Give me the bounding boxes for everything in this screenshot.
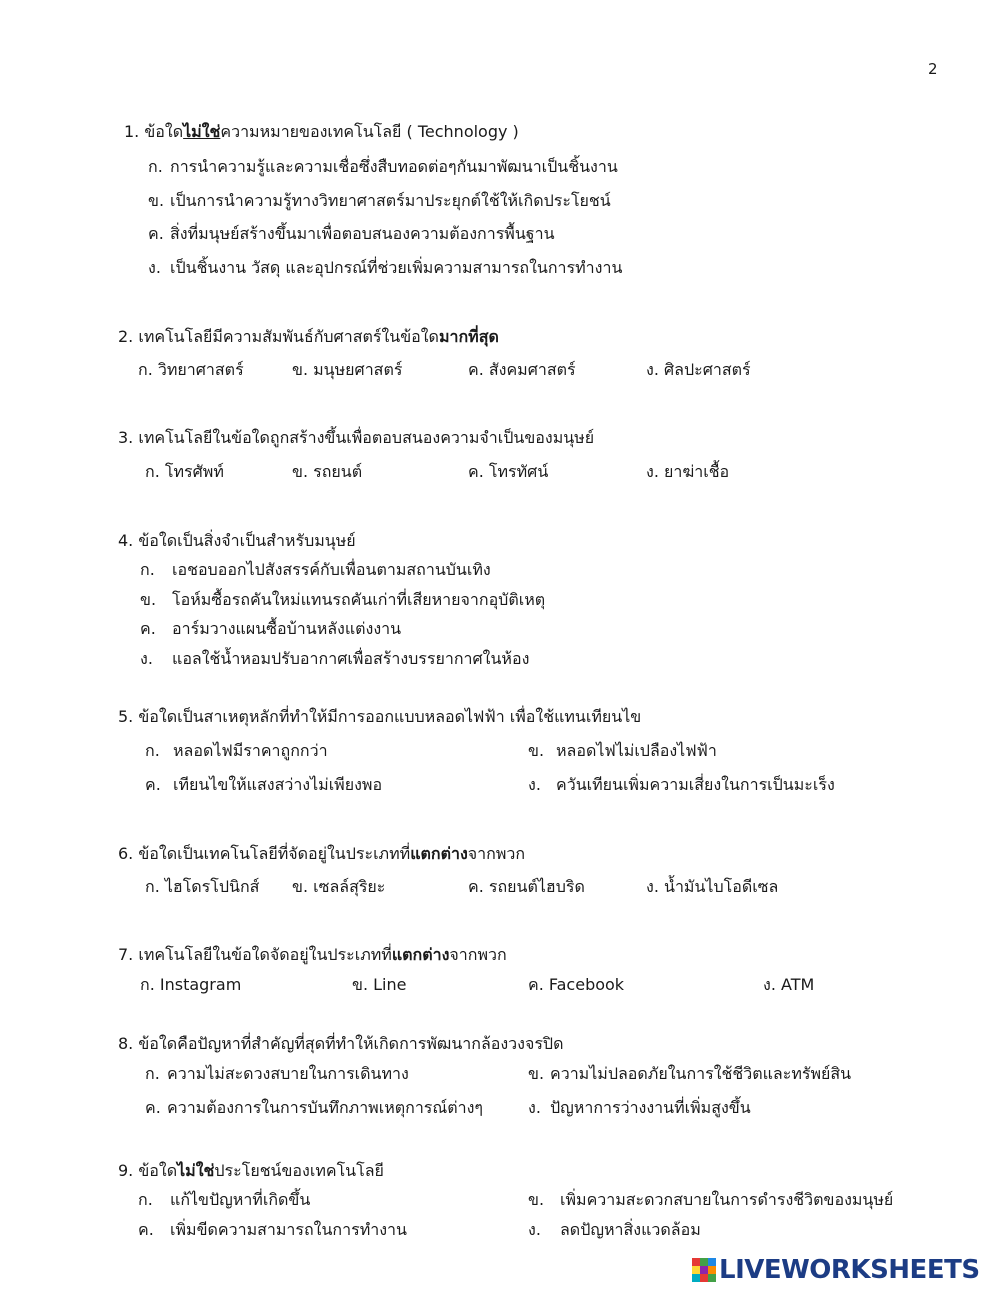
question-1-option-3[interactable]	[148, 222, 555, 246]
question-3-option-3[interactable]	[468, 460, 548, 484]
option-label: ค.	[528, 975, 544, 994]
question-7-option-4[interactable]	[763, 973, 814, 997]
question-stem: ข้อใดเป็นสาเหตุหลักที่ทำให้มีการออกแบบหลอดไฟฟ้า เพื่อใช้แทนเทียนไข	[138, 707, 642, 726]
question-6-option-4[interactable]	[646, 875, 778, 899]
logo-tile	[700, 1266, 708, 1274]
option-label: ก.	[145, 1064, 160, 1083]
question-9-option-1[interactable]	[138, 1188, 310, 1212]
option-text: หลอดไฟมีราคาถูกกว่า	[173, 741, 328, 760]
option-label: ค.	[148, 224, 164, 243]
question-stem: ข้อใดคือปัญหาที่สำคัญที่สุดที่ทำให้เกิดการพัฒนากล้องวงจรปิด	[138, 1034, 564, 1053]
option-text: โทรทัศน์	[488, 462, 549, 481]
option-text: ไฮโดรโปนิกส์	[164, 877, 260, 896]
question-6-option-1[interactable]	[145, 875, 259, 899]
option-text: โอห์มซื้อรถคันใหม่แทนรถคันเก่าที่เสียหายจากอุบัติเหตุ	[172, 589, 546, 609]
option-label: ง.	[646, 462, 659, 481]
option-label: ก.	[148, 157, 163, 176]
question-emphasis: มากที่สุด	[438, 327, 499, 346]
option-label: ง.	[148, 257, 161, 277]
option-text: น้ำมันไบโอดีเซล	[664, 877, 779, 896]
option-text: สังคมศาสตร์	[488, 360, 576, 379]
question-4-option-4[interactable]	[140, 647, 529, 671]
logo-text: LIVEWORKSHEETS	[719, 1255, 980, 1285]
question-number: 6.	[118, 844, 134, 863]
question-3-option-2[interactable]	[292, 460, 362, 484]
liveworksheets-logo	[692, 1252, 992, 1288]
option-label: ข.	[292, 877, 309, 896]
option-label: ง.	[763, 975, 776, 994]
question-4-option-3[interactable]	[140, 617, 401, 641]
question-7-text	[118, 943, 507, 967]
option-text: การนำความรู้และความเชื่อซึ่งสืบทอดต่อๆกันมาพัฒนาเป็นชิ้นงาน	[170, 157, 618, 176]
question-stem-end: ประโยชน์ของเทคโนโลยี	[214, 1161, 384, 1180]
logo-tile	[700, 1274, 708, 1282]
question-8-option-2[interactable]	[528, 1062, 851, 1086]
option-text: ยาฆ่าเชื้อ	[664, 462, 730, 481]
question-stem-end: จากพวก	[449, 945, 507, 964]
option-label: ค.	[138, 1220, 154, 1239]
option-label: ข.	[148, 190, 165, 210]
logo-tile	[708, 1258, 716, 1266]
question-9-option-3[interactable]	[138, 1218, 407, 1242]
option-text: รถยนต์ไฮบริด	[488, 877, 585, 896]
option-text: ATM	[781, 975, 815, 994]
question-stem: ข้อใด	[144, 122, 184, 141]
option-text: เทียนไขให้แสงสว่างไม่เพียงพอ	[173, 775, 383, 794]
question-emphasis: ไม่ใช่	[177, 1161, 215, 1180]
question-3-option-4[interactable]	[646, 460, 729, 484]
question-2-text	[118, 325, 499, 349]
option-label: ก.	[145, 877, 160, 896]
option-text: เป็นการนำความรู้ทางวิทยาศาสตร์มาประยุกต์ใช้ให้เกิดประโยชน์	[170, 190, 611, 210]
option-text: Instagram	[159, 975, 242, 994]
option-label: ข.	[528, 1064, 545, 1083]
question-stem-end: จากพวก	[467, 844, 526, 863]
logo-mark-icon	[692, 1258, 716, 1282]
question-stem: ข้อใดเป็นเทคโนโลยีที่จัดอยู่ในประเภทที่	[138, 844, 411, 863]
option-text: Line	[373, 975, 407, 994]
option-text: รถยนต์	[313, 462, 363, 481]
option-text: เพิ่มขีดความสามารถในการทำงาน	[170, 1220, 407, 1239]
question-1-option-4[interactable]	[148, 256, 622, 280]
logo-tile	[708, 1266, 716, 1274]
question-2-option-3[interactable]	[468, 358, 576, 382]
question-1-text	[124, 120, 519, 144]
option-label: ง.	[528, 1220, 541, 1239]
question-1-option-1[interactable]	[148, 155, 618, 179]
option-text: ควันเทียนเพิ่มความเสี่ยงในการเป็นมะเร็ง	[556, 775, 835, 794]
question-5-option-3[interactable]	[145, 773, 382, 797]
option-text: เป็นชิ้นงาน วัสดุ และอุปกรณ์ที่ช่วยเพิ่มความสามารถในการทำงาน	[170, 257, 623, 277]
question-7-option-2[interactable]	[352, 973, 406, 997]
option-label: ก.	[140, 560, 155, 579]
option-text: เอชอบออกไปสังสรรค์กับเพื่อนตามสถานบันเทิง	[172, 560, 491, 579]
option-text: ปัญหาการว่างงานที่เพิ่มสูงขึ้น	[550, 1098, 751, 1117]
option-label: ก.	[145, 741, 160, 760]
option-label: ก.	[140, 975, 155, 994]
question-8-option-4[interactable]	[528, 1096, 751, 1120]
question-5-option-1[interactable]	[145, 739, 328, 763]
question-4-text	[118, 529, 356, 553]
question-1-option-2[interactable]	[148, 189, 611, 213]
option-label: ค.	[145, 775, 161, 794]
option-text: โทรศัพท์	[164, 462, 224, 481]
option-text: แอลใช้น้ำหอมปรับอากาศเพื่อสร้างบรรยากาศในห้อง	[172, 648, 530, 668]
page-number: 2	[928, 60, 938, 78]
question-emphasis: ไม่ใช่	[183, 122, 221, 141]
option-label: ก.	[145, 462, 160, 481]
option-label: ก.	[138, 1190, 153, 1209]
option-label: ค.	[145, 1098, 161, 1117]
question-2-option-1[interactable]	[138, 358, 244, 382]
question-6-text	[118, 842, 525, 866]
option-text: หลอดไฟไม่เปลืองไฟฟ้า	[556, 741, 717, 760]
option-text: อาร์มวางแผนซื้อบ้านหลังแต่งงาน	[172, 619, 402, 638]
question-8-text	[118, 1032, 563, 1056]
option-text: แก้ไขปัญหาที่เกิดขึ้น	[170, 1190, 311, 1209]
option-label: ง.	[140, 648, 153, 668]
question-5-option-2[interactable]	[528, 739, 717, 763]
option-label: ค.	[468, 877, 484, 896]
logo-tile	[692, 1258, 700, 1266]
logo-tile	[708, 1274, 716, 1282]
option-text: สิ่งที่มนุษย์สร้างขึ้นมาเพื่อตอบสนองความต้องการพื้นฐาน	[170, 224, 555, 243]
question-emphasis: แตกต่าง	[391, 945, 450, 964]
question-6-option-3[interactable]	[468, 875, 585, 899]
question-9-option-2[interactable]	[528, 1188, 893, 1212]
question-number: 8.	[118, 1034, 134, 1053]
question-2-option-2[interactable]	[292, 358, 402, 382]
option-label: ค.	[468, 360, 484, 379]
question-stem: ข้อใดเป็นสิ่งจำเป็นสำหรับมนุษย์	[138, 531, 356, 550]
question-4-option-2[interactable]	[140, 588, 545, 612]
option-label: ง.	[646, 360, 659, 379]
option-text: ความไม่สะดวงสบายในการเดินทาง	[167, 1064, 409, 1083]
option-text: เพิ่มความสะดวกสบายในการดำรงชีวิตของมนุษย์	[560, 1190, 894, 1209]
question-3-text	[118, 426, 594, 450]
option-text: ศิลปะศาสตร์	[664, 360, 751, 379]
option-text: ความต้องการในการบันทึกภาพเหตุการณ์ต่างๆ	[167, 1098, 484, 1117]
question-stem: เทคโนโลยีในข้อใดถูกสร้างขึ้นเพื่อตอบสนองความจำเป็นของมนุษย์	[138, 428, 595, 447]
question-5-text	[118, 705, 641, 729]
option-text: มนุษยศาสตร์	[313, 360, 403, 379]
option-label: ง.	[528, 775, 541, 794]
question-number: 5.	[118, 707, 134, 726]
question-stem-end: ความหมายของเทคโนโลยี ( Technology )	[220, 122, 519, 141]
question-6-option-2[interactable]	[292, 875, 385, 899]
option-label: ง.	[528, 1098, 541, 1117]
logo-tile	[692, 1266, 700, 1274]
question-number: 3.	[118, 428, 134, 447]
option-text: ลดปัญหาสิ่งแวดล้อม	[560, 1220, 701, 1239]
question-number: 9.	[118, 1161, 134, 1180]
question-7-option-3[interactable]	[528, 973, 624, 997]
logo-tile	[700, 1258, 708, 1266]
question-7-option-1[interactable]	[140, 973, 241, 997]
question-8-option-3[interactable]	[145, 1096, 483, 1120]
option-label: ง.	[646, 877, 659, 896]
option-label: ข.	[528, 1190, 545, 1209]
question-number: 1.	[124, 122, 140, 141]
option-label: ข.	[292, 360, 309, 379]
option-label: ค.	[140, 619, 156, 638]
logo-tile	[692, 1274, 700, 1282]
question-stem: ข้อใด	[138, 1161, 178, 1180]
question-number: 4.	[118, 531, 134, 550]
question-8-option-1[interactable]	[145, 1062, 409, 1086]
question-number: 7.	[118, 945, 134, 964]
question-2-option-4[interactable]	[646, 358, 751, 382]
option-label: ก.	[138, 360, 153, 379]
question-stem: เทคโนโลยีในข้อใดจัดอยู่ในประเภทที่	[138, 945, 392, 964]
option-text: เซลล์สุริยะ	[313, 877, 386, 896]
option-label: ข.	[352, 975, 369, 994]
option-label: ข.	[140, 589, 157, 609]
option-text: Facebook	[548, 975, 625, 994]
option-label: ข.	[292, 462, 309, 481]
question-stem: เทคโนโลยีมีความสัมพันธ์กับศาสตร์ในข้อใด	[138, 327, 439, 346]
option-text: ความไม่ปลอดภัยในการใช้ชีวิตและทรัพย์สิน	[550, 1064, 852, 1083]
question-3-option-1[interactable]	[145, 460, 224, 484]
question-emphasis: แตกต่าง	[410, 844, 468, 863]
option-text: วิทยาศาสตร์	[157, 360, 244, 379]
question-9-text	[118, 1159, 384, 1183]
question-9-option-4[interactable]	[528, 1218, 701, 1242]
question-4-option-1[interactable]	[140, 558, 491, 582]
option-label: ค.	[468, 462, 484, 481]
question-number: 2.	[118, 327, 134, 346]
option-label: ข.	[528, 741, 545, 760]
question-5-option-4[interactable]	[528, 773, 835, 797]
